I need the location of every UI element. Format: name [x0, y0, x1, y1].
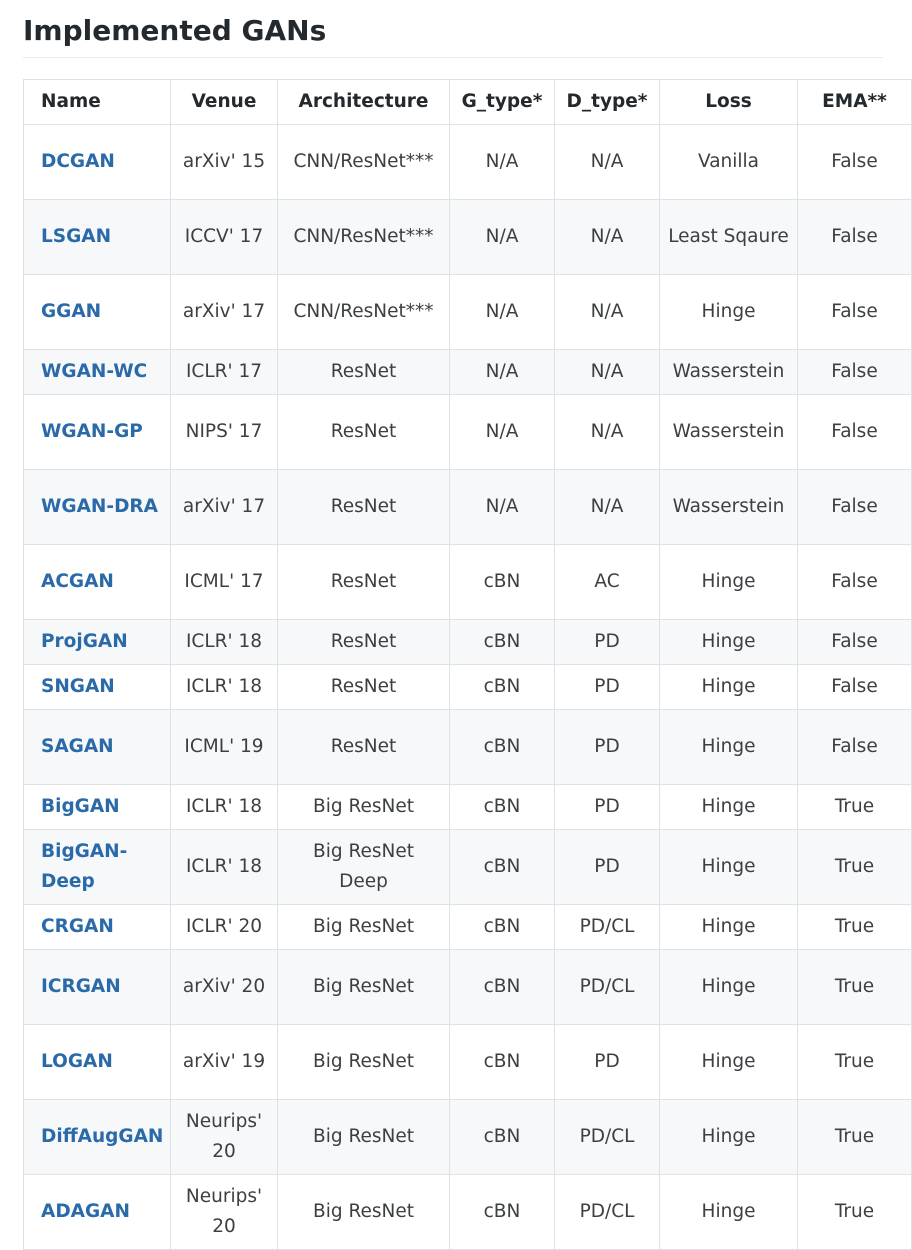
- cell-ema: False: [798, 620, 912, 665]
- cell-d-type: PD/CL: [555, 1175, 660, 1250]
- cell-architecture: CNN/ResNet***: [278, 200, 450, 275]
- cell-ema: False: [798, 665, 912, 710]
- cell-name: [24, 350, 171, 395]
- cell-venue: ICCV' 17: [171, 200, 278, 275]
- cell-architecture: Big ResNet: [278, 785, 450, 830]
- table-row: [24, 200, 912, 275]
- cell-loss: Hinge: [660, 545, 798, 620]
- cell-architecture: Big ResNet: [278, 950, 450, 1025]
- cell-g-type: cBN: [450, 785, 555, 830]
- header-loss: Loss: [660, 80, 798, 125]
- cell-g-type: N/A: [450, 350, 555, 395]
- table-row: [24, 275, 912, 350]
- table-row: [24, 1100, 912, 1175]
- cell-name: [24, 545, 171, 620]
- gan-link[interactable]: SNGAN: [41, 676, 115, 697]
- table-row: [24, 665, 912, 710]
- cell-g-type: cBN: [450, 1025, 555, 1100]
- cell-venue: arXiv' 17: [171, 275, 278, 350]
- table-row: [24, 395, 912, 470]
- table-body: [24, 125, 912, 1250]
- gan-link[interactable]: WGAN-WC: [41, 361, 148, 382]
- cell-name: [24, 1025, 171, 1100]
- cell-architecture: Big ResNet: [278, 1025, 450, 1100]
- cell-g-type: N/A: [450, 275, 555, 350]
- table-row: [24, 545, 912, 620]
- table-row: [24, 620, 912, 665]
- cell-architecture: ResNet: [278, 395, 450, 470]
- cell-loss: Wasserstein: [660, 350, 798, 395]
- cell-ema: True: [798, 1175, 912, 1250]
- table-row: [24, 950, 912, 1025]
- cell-ema: False: [798, 350, 912, 395]
- table-row: [24, 830, 912, 905]
- cell-venue: arXiv' 19: [171, 1025, 278, 1100]
- table-container[interactable]: [23, 79, 887, 1237]
- header-g-type: G_type*: [450, 80, 555, 125]
- cell-venue: arXiv' 15: [171, 125, 278, 200]
- cell-d-type: N/A: [555, 200, 660, 275]
- cell-architecture: Big ResNet: [278, 1100, 450, 1175]
- cell-d-type: PD: [555, 620, 660, 665]
- cell-ema: False: [798, 275, 912, 350]
- cell-name: [24, 1100, 171, 1175]
- gan-link[interactable]: BigGAN: [41, 796, 120, 817]
- table-header-row: [24, 80, 912, 125]
- header-ema: EMA**: [798, 80, 912, 125]
- cell-architecture: ResNet: [278, 620, 450, 665]
- cell-loss: Hinge: [660, 710, 798, 785]
- cell-name: [24, 1175, 171, 1250]
- gan-link[interactable]: GGAN: [41, 301, 102, 322]
- cell-venue: Neurips' 20: [171, 1100, 278, 1175]
- cell-venue: NIPS' 17: [171, 395, 278, 470]
- cell-d-type: PD/CL: [555, 1100, 660, 1175]
- gan-link[interactable]: ACGAN: [41, 571, 114, 592]
- cell-name: [24, 395, 171, 470]
- cell-g-type: N/A: [450, 125, 555, 200]
- cell-architecture: CNN/ResNet***: [278, 275, 450, 350]
- table-row: [24, 1025, 912, 1100]
- gan-link[interactable]: SAGAN: [41, 736, 114, 757]
- cell-ema: True: [798, 830, 912, 905]
- cell-name: [24, 620, 171, 665]
- gan-link[interactable]: CRGAN: [41, 916, 114, 937]
- cell-g-type: cBN: [450, 665, 555, 710]
- cell-loss: Hinge: [660, 275, 798, 350]
- cell-ema: True: [798, 1100, 912, 1175]
- gan-link[interactable]: WGAN-GP: [41, 421, 143, 442]
- cell-d-type: PD: [555, 710, 660, 785]
- cell-loss: Least Sqaure: [660, 200, 798, 275]
- cell-d-type: N/A: [555, 125, 660, 200]
- cell-g-type: cBN: [450, 950, 555, 1025]
- cell-d-type: N/A: [555, 350, 660, 395]
- title-divider: [23, 57, 883, 58]
- gan-link[interactable]: LSGAN: [41, 226, 112, 247]
- cell-loss: Hinge: [660, 1175, 798, 1250]
- cell-ema: False: [798, 470, 912, 545]
- header-name: Name: [24, 80, 171, 125]
- table-row: [24, 785, 912, 830]
- cell-d-type: AC: [555, 545, 660, 620]
- cell-name: [24, 950, 171, 1025]
- cell-venue: ICLR' 18: [171, 620, 278, 665]
- cell-g-type: cBN: [450, 1100, 555, 1175]
- cell-ema: True: [798, 950, 912, 1025]
- cell-name: [24, 710, 171, 785]
- cell-ema: False: [798, 545, 912, 620]
- gan-link[interactable]: DCGAN: [41, 151, 115, 172]
- cell-name: [24, 665, 171, 710]
- cell-name: [24, 785, 171, 830]
- cell-venue: ICLR' 18: [171, 785, 278, 830]
- cell-d-type: PD: [555, 830, 660, 905]
- cell-venue: arXiv' 17: [171, 470, 278, 545]
- cell-loss: Wasserstein: [660, 470, 798, 545]
- cell-g-type: N/A: [450, 470, 555, 545]
- cell-loss: Hinge: [660, 665, 798, 710]
- cell-g-type: cBN: [450, 620, 555, 665]
- cell-g-type: cBN: [450, 1175, 555, 1250]
- header-venue: Venue: [171, 80, 278, 125]
- cell-venue: ICLR' 18: [171, 665, 278, 710]
- section-title: Implemented GANs: [23, 14, 327, 47]
- cell-d-type: PD/CL: [555, 950, 660, 1025]
- cell-loss: Hinge: [660, 620, 798, 665]
- cell-architecture: ResNet: [278, 665, 450, 710]
- cell-g-type: N/A: [450, 395, 555, 470]
- cell-name: [24, 905, 171, 950]
- cell-g-type: cBN: [450, 905, 555, 950]
- header-architecture: Architecture: [278, 80, 450, 125]
- table-row: [24, 350, 912, 395]
- cell-loss: Hinge: [660, 905, 798, 950]
- table-row: [24, 905, 912, 950]
- cell-venue: ICLR' 18: [171, 830, 278, 905]
- cell-loss: Hinge: [660, 785, 798, 830]
- cell-d-type: PD: [555, 785, 660, 830]
- cell-name: [24, 275, 171, 350]
- cell-name: [24, 470, 171, 545]
- cell-venue: arXiv' 20: [171, 950, 278, 1025]
- cell-d-type: PD: [555, 1025, 660, 1100]
- cell-venue: ICML' 19: [171, 710, 278, 785]
- cell-ema: True: [798, 785, 912, 830]
- cell-ema: False: [798, 395, 912, 470]
- table-row: [24, 710, 912, 785]
- gans-table: [23, 79, 912, 1250]
- cell-loss: Hinge: [660, 830, 798, 905]
- cell-d-type: N/A: [555, 395, 660, 470]
- gan-link[interactable]: BigGAN-Deep: [41, 841, 128, 892]
- cell-d-type: PD: [555, 665, 660, 710]
- cell-architecture: Big ResNet Deep: [278, 830, 450, 905]
- cell-g-type: N/A: [450, 200, 555, 275]
- cell-architecture: ResNet: [278, 545, 450, 620]
- cell-ema: False: [798, 125, 912, 200]
- cell-loss: Hinge: [660, 950, 798, 1025]
- cell-ema: True: [798, 905, 912, 950]
- cell-d-type: N/A: [555, 470, 660, 545]
- cell-name: [24, 125, 171, 200]
- cell-d-type: N/A: [555, 275, 660, 350]
- cell-loss: Wasserstein: [660, 395, 798, 470]
- gan-link[interactable]: DiffAugGAN: [41, 1126, 164, 1147]
- cell-venue: ICLR' 17: [171, 350, 278, 395]
- table-row: [24, 125, 912, 200]
- gan-link[interactable]: WGAN-DRA: [41, 496, 158, 517]
- cell-loss: Hinge: [660, 1100, 798, 1175]
- cell-architecture: Big ResNet: [278, 905, 450, 950]
- cell-d-type: PD/CL: [555, 905, 660, 950]
- cell-ema: True: [798, 1025, 912, 1100]
- cell-architecture: ResNet: [278, 470, 450, 545]
- cell-ema: False: [798, 200, 912, 275]
- cell-name: [24, 200, 171, 275]
- gan-link[interactable]: ICRGAN: [41, 976, 121, 997]
- gan-link[interactable]: ADAGAN: [41, 1201, 130, 1222]
- cell-ema: False: [798, 710, 912, 785]
- cell-architecture: CNN/ResNet***: [278, 125, 450, 200]
- cell-name: [24, 830, 171, 905]
- cell-loss: Vanilla: [660, 125, 798, 200]
- table-row: [24, 1175, 912, 1250]
- cell-venue: Neurips' 20: [171, 1175, 278, 1250]
- cell-venue: ICML' 17: [171, 545, 278, 620]
- gan-link[interactable]: LOGAN: [41, 1051, 113, 1072]
- gan-link[interactable]: ProjGAN: [41, 631, 128, 652]
- cell-loss: Hinge: [660, 1025, 798, 1100]
- cell-architecture: ResNet: [278, 350, 450, 395]
- cell-venue: ICLR' 20: [171, 905, 278, 950]
- cell-architecture: ResNet: [278, 710, 450, 785]
- table-row: [24, 470, 912, 545]
- header-d-type: D_type*: [555, 80, 660, 125]
- cell-architecture: Big ResNet: [278, 1175, 450, 1250]
- cell-g-type: cBN: [450, 545, 555, 620]
- cell-g-type: cBN: [450, 710, 555, 785]
- cell-g-type: cBN: [450, 830, 555, 905]
